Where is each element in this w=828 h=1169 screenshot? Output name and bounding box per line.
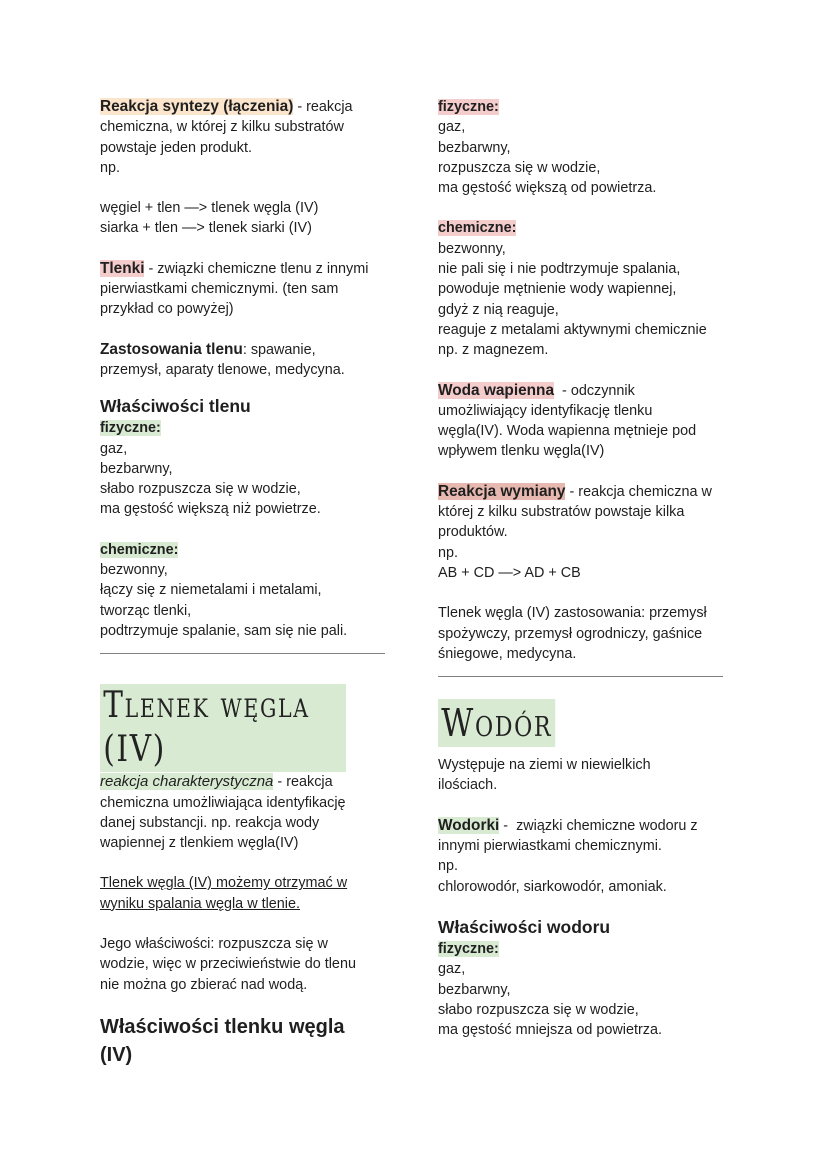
tlenki-line: przykład co powyżej) [100,301,234,318]
chemiczne-label [438,218,738,238]
wymiany-line: np. [438,544,459,561]
tlenki-term: Tlenki [100,259,145,277]
wlasciwosci-wodoru-heading: Właściwości wodoru [438,916,611,937]
syntezy-term: Reakcja syntezy (łączenia) [100,98,294,115]
wodorki-line: innymi pierwiastkami chemicznymi. [438,838,662,855]
wymiany-definition [438,482,738,502]
wodorki-line: np. [438,858,459,875]
chemiczne-line: gdyż z nią reaguje, [438,301,559,318]
chemiczne-line: nie pali się i nie podtrzymuje spalania, [438,261,681,278]
wlasciwosci-co2-heading: Właściwości tlenku węgla [100,1015,345,1038]
chemiczne-label [100,540,400,560]
chemiczne-label-text: chemiczne: [100,541,179,558]
woda-wapienna-term: Woda wapienna [438,381,555,399]
fizyczne-line: bezbarwny, [438,981,511,998]
wodor-heading [438,699,738,747]
charakterystyczna-term: reakcja charakterystyczna [100,773,274,791]
fizyczne-line: słabo rozpuszcza się w wodzie, [438,1001,639,1018]
tlenki-rest: - związki chemiczne tlenu z innymi [144,260,369,277]
chemiczne-line: bezwonny, [438,240,506,257]
fizyczne-line: ma gęstość większą niż powietrze. [100,501,321,518]
wodorki-rest: - związki chemiczne wodoru z [499,817,698,834]
otrzymac-line: Tlenek węgla (IV) możemy otrzymać w [100,875,348,892]
jego-wlasciwosci-line: Jego właściwości: rozpuszcza się w [100,936,328,953]
fizyczne-line: słabo rozpuszcza się w wodzie, [100,481,301,498]
chemiczne-line: np. z magnezem. [438,342,549,359]
tlenek-wegla-heading [100,684,400,772]
otrzymac-line: wyniku spalania węgla w tlenie. [100,895,300,912]
chemiczne-line: łączy się z niemetalami i metalami, [100,582,322,599]
chemiczne-line: powoduje mętnienie wody wapiennej, [438,281,677,298]
syntezy-example: węgiel + tlen —> tlenek węgla (IV) [100,200,319,217]
fizyczne-line: rozpuszcza się w wodzie, [438,159,601,176]
charakterystyczna-line: danej substancji. np. reakcja wody [100,814,320,831]
tlenki-definition [100,259,400,279]
wodorki-definition [438,816,738,836]
fizyczne-line: bezbarwny, [438,139,511,156]
fizyczne-line: gaz, [438,119,466,136]
fizyczne-label [438,939,738,959]
zastosowania-rest: : spawanie, [242,341,316,358]
wymiany-line: produktów. [438,524,508,541]
wymiany-line: której z kilku substratów powstaje kilka [438,504,685,521]
fizyczne-line: gaz, [438,961,466,978]
syntezy-line: np. [100,159,121,176]
jego-wlasciwosci-line: wodzie, więc w przeciwieństwie do tlenu [100,956,356,973]
syntezy-rest: - reakcja [293,99,353,115]
woda-wapienna-definition [438,381,738,401]
fizyczne-label-text: fizyczne: [100,420,161,437]
syntezy-line: chemiczna, w której z kilku substratów [100,119,344,136]
zastosowania-co2-line: Tlenek węgla (IV) zastosowania: przemysł [438,605,707,622]
wodorki-term: Wodorki [438,816,500,834]
zastosowania-tlenu [100,340,400,360]
wymiany-rest: - reakcja chemiczna w [565,483,712,500]
zastosowania-co2-line: śniegowe, medycyna. [438,645,577,662]
zastosowania-line: przemysł, aparaty tlenowe, medycyna. [100,361,345,378]
fizyczne-line: ma gęstość większą od powietrza. [438,180,657,197]
fizyczne-label [100,418,400,438]
wystepuje-line: ilościach. [438,777,498,794]
chemiczne-line: podtrzymuje spalanie, sam się nie pali. [100,622,348,639]
syntezy-example: siarka + tlen —> tlenek siarki (IV) [100,220,312,237]
chemiczne-line: bezwonny, [100,562,168,579]
charakterystyczna-line: chemiczna umożliwiająca identyfikację [100,794,346,811]
tlenki-line: pierwiastkami chemicznymi. (ten sam [100,281,339,298]
fizyczne-line: bezbarwny, [100,460,173,477]
charakterystyczna-rest: - reakcja [273,774,333,791]
fizyczne-line: ma gęstość mniejsza od powietrza. [438,1022,662,1039]
chemiczne-line: tworząc tlenki, [100,602,192,619]
right-column [438,97,738,1040]
wlasciwosci-co2-heading: (IV) [100,1043,133,1066]
charakterystyczna-definition [100,772,400,792]
wymiany-term: Reakcja wymiany [438,482,566,500]
woda-wapienna-line: węgla(IV). Woda wapienna mętnieje pod [438,423,697,440]
chemiczne-label-text: chemiczne: [438,220,517,237]
fizyczne-label-text: fizyczne: [438,940,499,957]
wymiany-line: AB + CD —> AD + CB [438,564,581,581]
tlenek-wegla-title: Tlenek węgla (IV) [100,684,346,772]
woda-wapienna-line: umożliwiający identyfikację tlenku [438,402,653,419]
jego-wlasciwosci-line: nie można go zbierać nad wodą. [100,976,308,993]
woda-wapienna-line: wpływem tlenku węgla(IV) [438,443,605,460]
woda-wapienna-rest: - odczynnik [554,382,635,399]
syntezy-line: powstaje jeden produkt. [100,139,253,156]
left-column [100,97,400,1069]
zastosowania-co2-line: spożywczy, przemysł ogrodniczy, gaśnice [438,625,703,642]
fizyczne-label [438,97,738,117]
chemiczne-line: reaguje z metalami aktywnymi chemicznie [438,321,707,338]
fizyczne-line: gaz, [100,440,128,457]
wodor-title: Wodór [438,699,556,747]
wodorki-line: chlorowodór, siarkowodór, amoniak. [438,878,667,895]
fizyczne-label-text: fizyczne: [438,99,499,115]
syntezy-definition [100,97,400,117]
wystepuje-line: Występuje na ziemi w niewielkich [438,757,651,774]
charakterystyczna-line: wapiennej z tlenkiem węgla(IV) [100,835,299,852]
zastosowania-term: Zastosowania tlenu [100,340,243,358]
wlasciwosci-tlenu-heading: Właściwości tlenu [100,396,251,417]
